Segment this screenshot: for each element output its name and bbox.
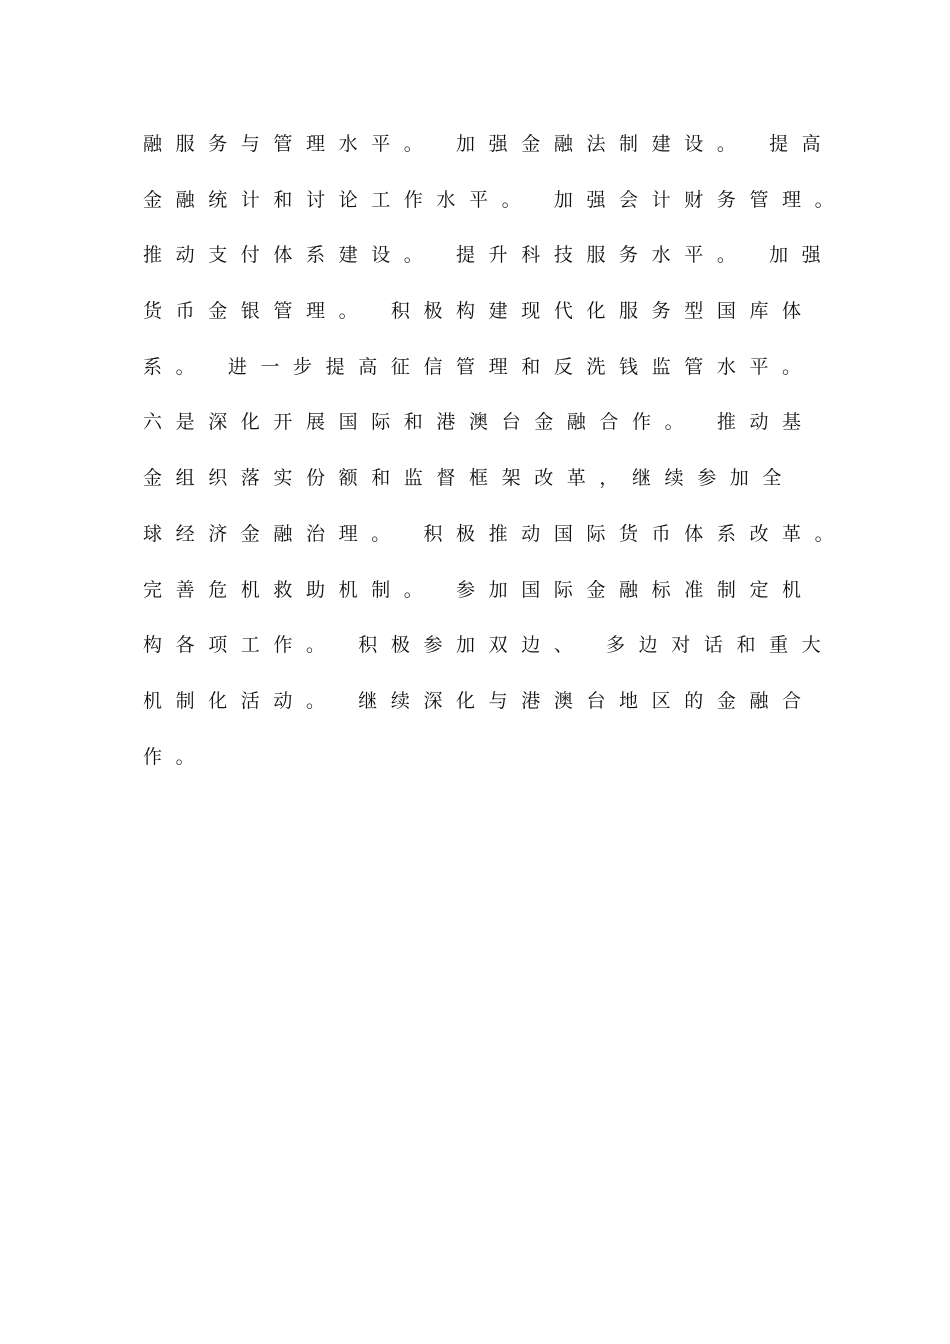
text-line-6: 六是深化开展国际和港澳台金融合作。 推动基: [143, 411, 815, 434]
text-line-8: 球经济金融治理。 积极推动国际货币体系改革。: [143, 522, 848, 545]
text-line-7: 金组织落实份额和监督框架改革，继续参加全: [143, 467, 796, 490]
text-line-4: 货币金银管理。 积极构建现代化服务型国库体: [143, 300, 815, 323]
text-line-1: 融服务与管理水平。 加强金融法制建设。 提高: [143, 133, 835, 155]
text-line-2: 金融统计和讨论工作水平。 加强会计财务管理。: [143, 188, 848, 211]
text-line-9: 完善危机救助机制。 参加国际金融标准制定机: [143, 578, 815, 601]
text-line-5: 系。 进一步提高征信管理和反洗钱监管水平。: [143, 355, 815, 378]
text-line-10: 构各项工作。 积极参加双边、 多边对话和重大: [143, 634, 835, 657]
body-paragraph: [143, 126, 848, 794]
text-line-12: 作。: [143, 745, 209, 768]
text-line-11: 机制化活动。 继续深化与港澳台地区的金融合: [143, 689, 815, 712]
text-line-3: 推动支付体系建设。 提升科技服务水平。 加强: [143, 244, 835, 267]
